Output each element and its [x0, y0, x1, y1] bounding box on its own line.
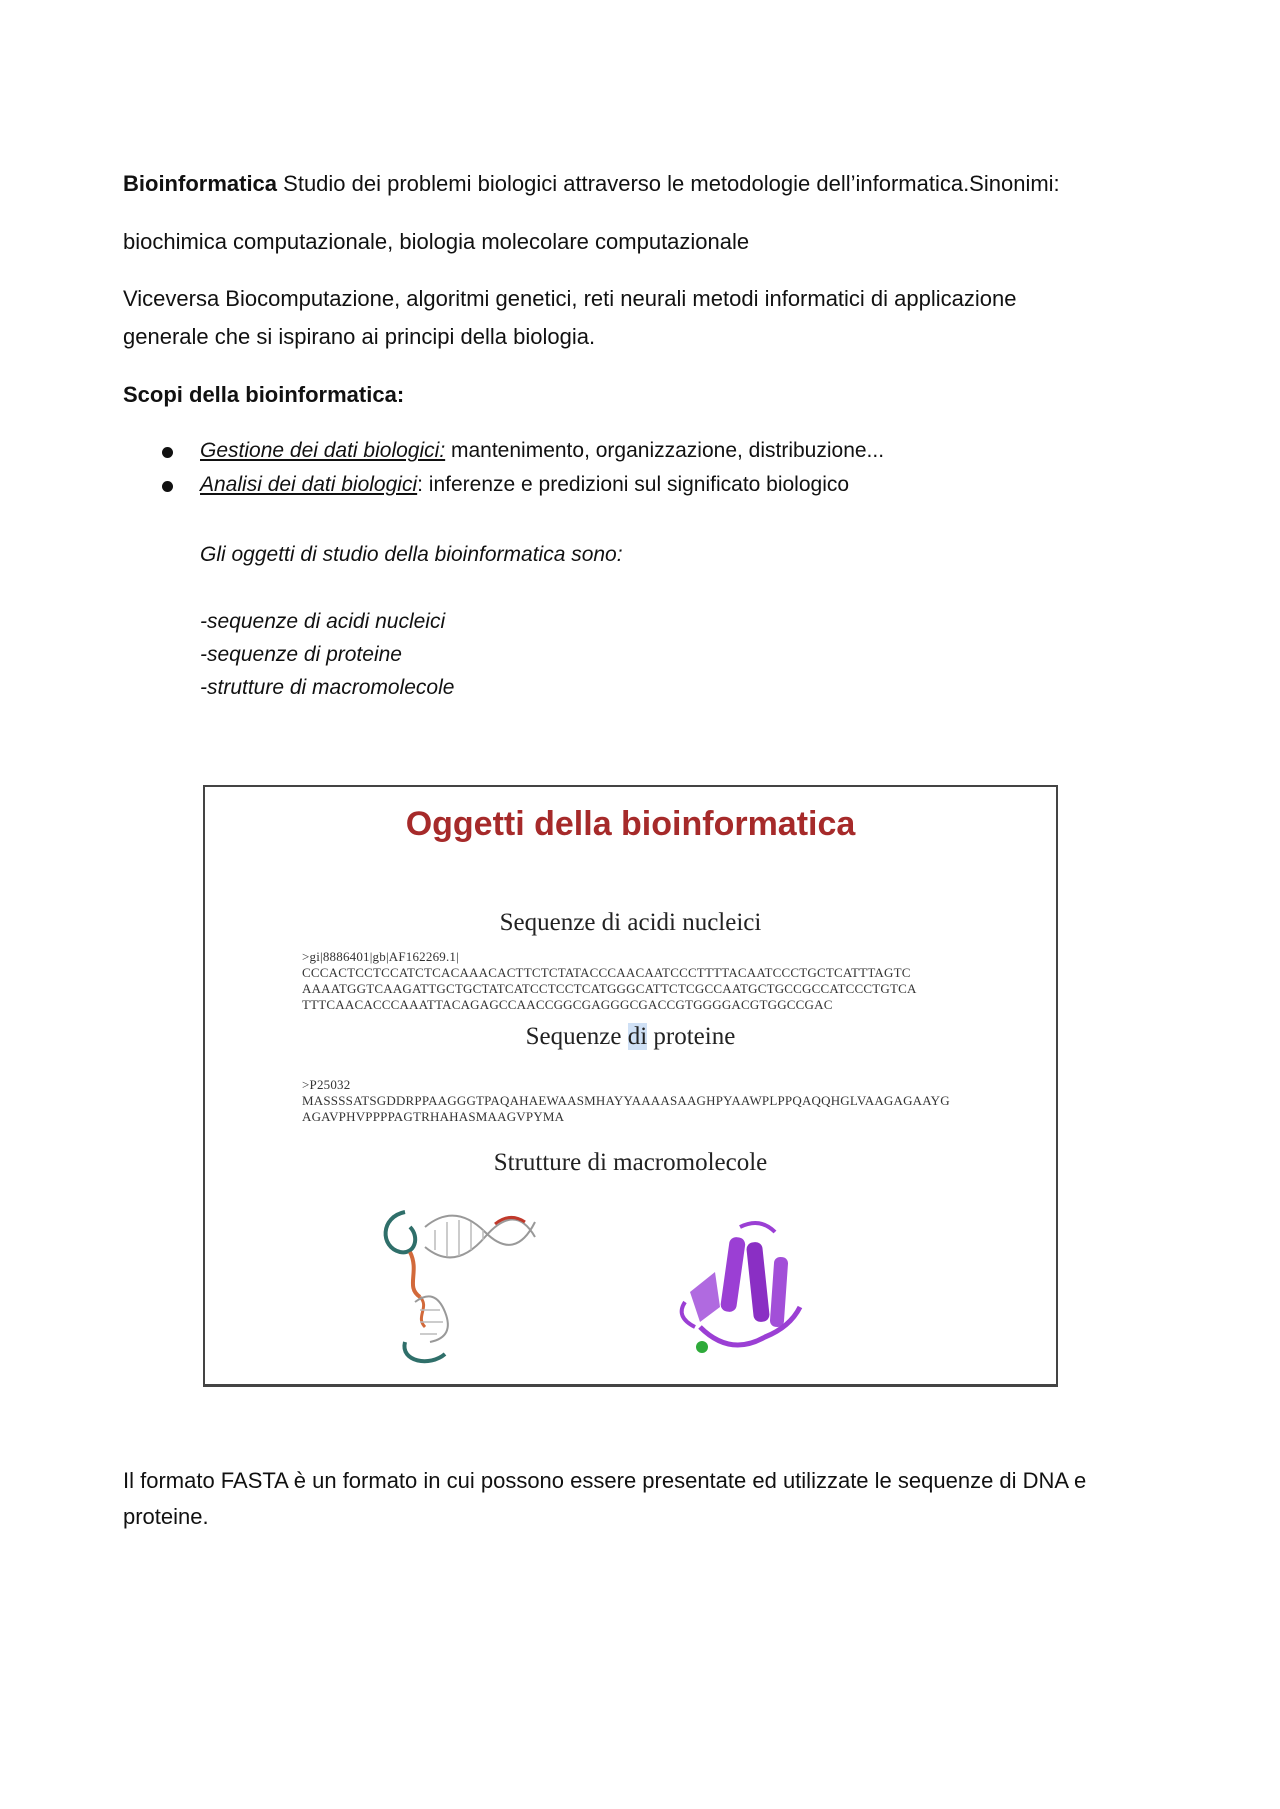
sequence-line: TTTCAACACCCAAATTACAGAGCCAACCGGCGAGGGCGACCGTGGGGACGTGGCCGAC: [302, 997, 833, 1012]
figure-title: Oggetti della bioinformatica: [405, 805, 856, 843]
sequence-id: >gi|8886401|gb|AF162269.1|: [302, 949, 459, 964]
scopo-text: mantenimento, organizzazione, distribuzione...: [445, 439, 885, 462]
scopo-text: : inferenze e predizioni sul significato biologico: [417, 473, 850, 496]
nucleic-sequence: [302, 949, 917, 1013]
protein-heading-part: proteine: [647, 1023, 736, 1050]
protein-heading-highlight: di: [627, 1023, 648, 1050]
structures-heading: Strutture di macromolecole: [493, 1149, 768, 1176]
definition-paragraph: [123, 165, 1060, 203]
nucleic-heading: Sequenze di acidi nucleici: [499, 909, 762, 936]
oggetti-item: -sequenze di acidi nucleici: [200, 610, 446, 633]
list-item: [160, 468, 884, 502]
sequence-line: CCCACTCCTCCATCTCACAAACACTTCTCTATACCCAACAATCCCTTTTACAATCCCTGCTCATTTAGTC: [302, 965, 911, 980]
oggetti-item: -sequenze di proteine: [200, 643, 402, 666]
term-bioinformatica: Bioinformatica: [123, 171, 278, 196]
scopi-list: [160, 434, 884, 502]
protein-structure-image: [670, 1217, 830, 1377]
protein-heading: [205, 1023, 1056, 1051]
protein-sequence: [302, 1077, 950, 1125]
sequence-line: MASSSSATSGDDRPPAAGGGTPAQAHAEWAASMHAYYAAAASAAGHPYAAWPLPPQAQQHGLVAAGAGAAYG: [302, 1093, 950, 1108]
oggetti-figure: [203, 785, 1058, 1387]
fasta-line-2: proteine.: [123, 1504, 209, 1529]
synonyms-paragraph: biochimica computazionale, biologia molecolare computazionale: [123, 229, 750, 254]
viceversa-line-2: generale che si ispirano ai principi della biologia.: [123, 324, 596, 349]
oggetti-intro: Gli oggetti di studio della bioinformatica sono:: [200, 543, 623, 566]
sequence-id: >P25032: [302, 1077, 351, 1092]
sequence-line: AGAVPHVPPPPAGTRHAHASMAAGVPYMA: [302, 1109, 565, 1124]
bullet-icon: [162, 481, 173, 492]
definition-text: Studio dei problemi biologici attraverso le metodologie dell’informatica.Sinonimi:: [283, 171, 1060, 196]
fasta-line-1: Il formato FASTA è un formato in cui possono essere presentate ed utilizzate le sequenze di DNA e: [123, 1468, 1087, 1493]
list-item: [160, 434, 884, 468]
scopi-heading: Scopi della bioinformatica:: [123, 382, 405, 407]
protein-heading-part: Sequenze: [525, 1023, 628, 1050]
scopo-label: Analisi dei dati biologici: [200, 473, 418, 496]
scopo-label: Gestione dei dati biologici:: [200, 439, 446, 462]
oggetti-item: -strutture di macromolecole: [200, 676, 455, 699]
trna-structure-image: [375, 1192, 545, 1372]
viceversa-line-1: Viceversa Biocomputazione, algoritmi genetici, reti neurali metodi informatici di applicazione: [123, 286, 1017, 311]
bullet-icon: [162, 447, 173, 458]
sequence-line: AAAATGGTCAAGATTGCTGCTATCATCCTCCTCATGGGCATTCTCGCCAATGCTGCCGCCATCCCTGTCA: [302, 981, 917, 996]
